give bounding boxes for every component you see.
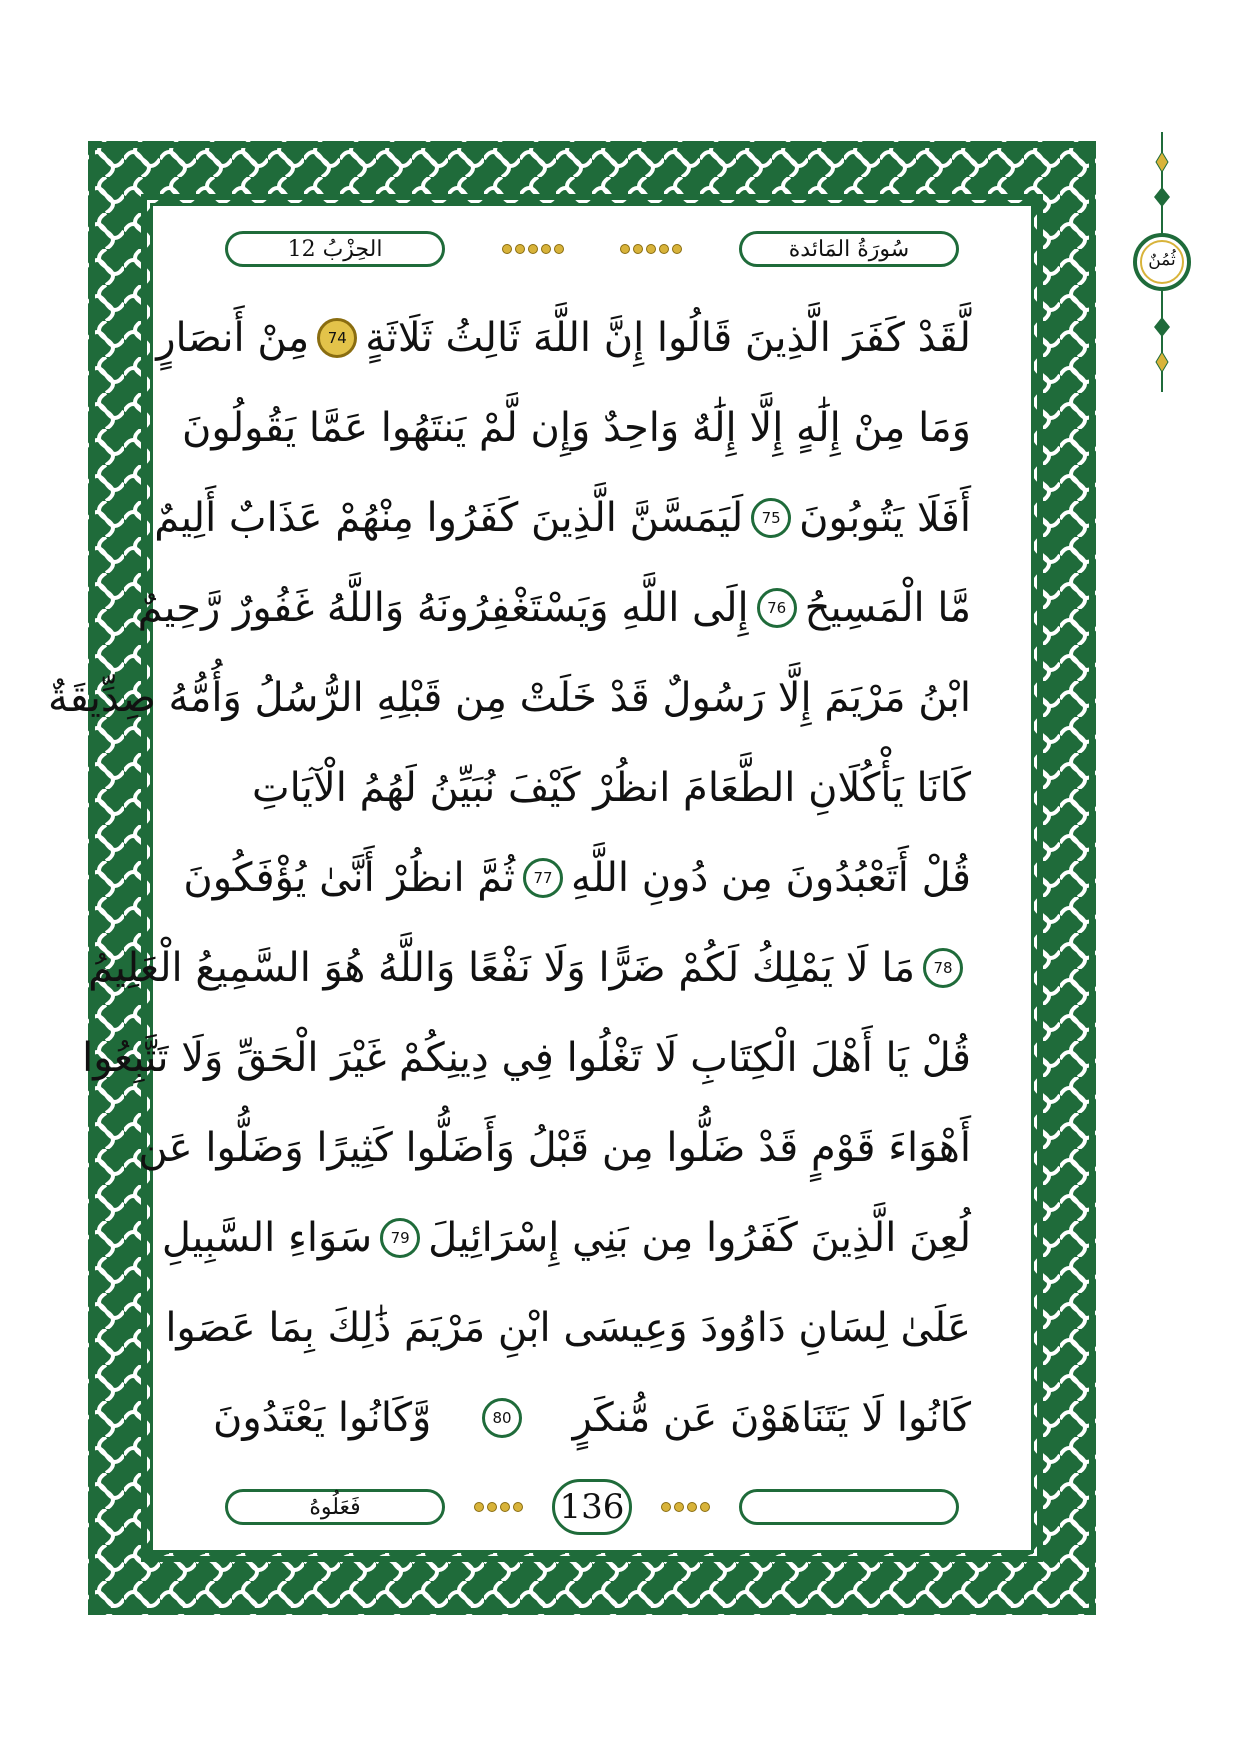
text-panel	[48, 203, 1034, 1553]
ayah-number-marker: 76	[757, 588, 797, 628]
footer-blank-cartouche	[739, 1489, 959, 1525]
line-segment: مَا لَا يَمْلِكُ لَكُمْ ضَرًّا وَلَا نَفْعًا وَاللَّهُ هُوَ السَّمِيعُ الْعَلِيمُ	[88, 945, 915, 991]
line-segment: أَهْوَاءَ قَوْمٍ قَدْ ضَلُّوا مِن قَبْلُ وَأَضَلُّوا كَثِيرًا وَضَلُّوا عَن	[138, 1125, 971, 1171]
page-frame	[48, 141, 1096, 1615]
text-line	[48, 658, 971, 738]
footer-ornament-right	[661, 1502, 710, 1512]
catchword: فَعَلُوهُ	[225, 1489, 445, 1525]
line-segment: وَّكَانُوا يَعْتَدُونَ	[213, 1395, 432, 1441]
line-segment: ابْنُ مَرْيَمَ إِلَّا رَسُولٌ قَدْ خَلَتْ مِن قَبْلِهِ الرُّسُلُ وَأُمُّهُ صِدِّيقَةٌ	[48, 675, 971, 721]
line-segment: ثُمَّ انظُرْ أَنَّىٰ يُؤْفَكُونَ	[183, 855, 516, 901]
text-line	[165, 1288, 971, 1368]
text-line	[82, 1018, 971, 1098]
text-line	[156, 298, 971, 378]
line-segment: لَّقَدْ كَفَرَ الَّذِينَ قَالُوا إِنَّ اللَّهَ ثَالِثُ ثَلَاثَةٍ	[365, 315, 971, 361]
line-segment: وَمَا مِنْ إِلَٰهٍ إِلَّا إِلَٰهٌ وَاحِدٌ وَإِن لَّمْ يَنتَهُوا عَمَّا يَقُولُونَ	[181, 405, 971, 451]
line-segment: سَوَاءِ السَّبِيلِ	[161, 1215, 373, 1261]
ayah-number-marker: 80	[482, 1398, 522, 1438]
text-line	[88, 928, 971, 1008]
text-line	[213, 1378, 971, 1458]
line-segment: مِنْ أَنصَارٍ	[156, 315, 310, 361]
ayah-number-marker: 77	[523, 858, 563, 898]
footer-ornament	[474, 1502, 523, 1512]
page-number: 136	[552, 1479, 632, 1535]
ayah-number-marker: 78	[923, 948, 963, 988]
ayah-number-marker: 75	[751, 498, 791, 538]
header-ornament-right	[620, 244, 682, 254]
text-line	[137, 568, 971, 648]
line-segment: لُعِنَ الَّذِينَ كَفَرُوا مِن بَنِي إِسْرَائِيلَ	[428, 1215, 971, 1261]
text-line	[138, 1108, 971, 1188]
line-segment: مَّا الْمَسِيحُ	[804, 585, 971, 631]
ayah-number-marker: 79	[380, 1218, 420, 1258]
quran-text	[48, 298, 971, 1458]
thumun-label: ثُمُنٌ	[1148, 250, 1176, 270]
line-segment: قُلْ يَا أَهْلَ الْكِتَابِ لَا تَغْلُوا فِي دِينِكُمْ غَيْرَ الْحَقِّ وَلَا تَتَّبِعُوا	[82, 1035, 971, 1081]
footer-bar	[225, 1484, 959, 1530]
hizb-label: الحِزْبُ 12	[225, 231, 445, 267]
line-segment: لَيَمَسَّنَّ الَّذِينَ كَفَرُوا مِنْهُمْ عَذَابٌ أَلِيمٌ	[154, 495, 744, 541]
surah-name: سُورَةُ المَائدة	[739, 231, 959, 267]
text-line	[154, 478, 971, 558]
ayah-number-marker: 74	[317, 318, 357, 358]
text-line	[181, 388, 971, 468]
header-bar	[225, 226, 959, 272]
line-segment: إِلَى اللَّهِ وَيَسْتَغْفِرُونَهُ وَاللَّهُ غَفُورٌ رَّحِيمٌ	[137, 585, 749, 631]
line-segment: كَانَا يَأْكُلَانِ الطَّعَامَ انظُرْ كَيْفَ نُبَيِّنُ لَهُمُ الْآيَاتِ	[251, 765, 971, 811]
line-segment: عَلَىٰ لِسَانِ دَاوُودَ وَعِيسَى ابْنِ مَرْيَمَ ذَٰلِكَ بِمَا عَصَوا	[165, 1305, 971, 1351]
text-line	[161, 1198, 971, 1278]
text-line	[183, 838, 971, 918]
line-segment: كَانُوا لَا يَتَنَاهَوْنَ عَن مُّنكَرٍ	[572, 1395, 971, 1441]
header-ornament	[502, 244, 564, 254]
line-segment: قُلْ أَتَعْبُدُونَ مِن دُونِ اللَّهِ	[571, 855, 971, 901]
text-line	[213, 748, 971, 828]
line-segment: أَفَلَا يَتُوبُونَ	[799, 495, 971, 541]
